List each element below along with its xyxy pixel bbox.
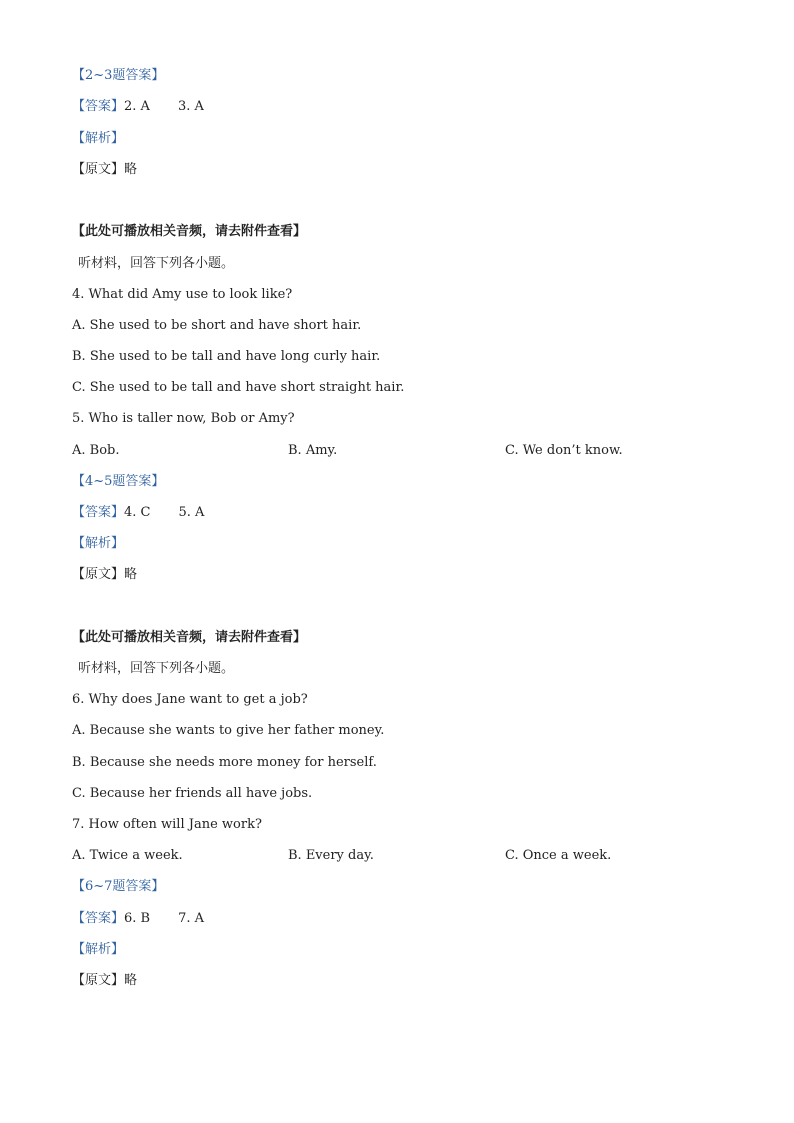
answer-2: 2. A [124, 99, 150, 114]
audio-note-6-7: 【此处可播放相关音频，请去附件查看】 [72, 630, 307, 645]
question-5-option-c: C. We don’t know. [505, 443, 623, 458]
answer-header-4-5: 【4~5题答案】 [72, 474, 165, 489]
answer-label: 【答案】 [72, 505, 125, 520]
question-7-option-b: B. Every day. [288, 848, 374, 863]
answer-4: 4. C [124, 505, 151, 520]
answer-line-6-7 [72, 911, 204, 927]
answer-line-2-3 [72, 99, 204, 115]
question-7-option-c: C. Once a week. [505, 848, 612, 863]
question-6-option-c: C. Because her friends all have jobs. [72, 786, 313, 801]
analysis-label-4-5: 【解析】 [72, 536, 125, 551]
answer-label: 【答案】 [72, 99, 125, 114]
question-4: 4. What did Amy use to look like? [72, 287, 293, 302]
answer-5: 5. A [178, 505, 205, 520]
original-text-2-3: 【原文】略 [72, 162, 138, 177]
answer-3: 3. A [177, 99, 204, 114]
question-4-option-c: C. She used to be tall and have short straight hair. [72, 380, 405, 395]
answer-line-4-5 [72, 505, 204, 521]
question-7-option-a: A. Twice a week. [72, 848, 183, 863]
question-5: 5. Who is taller now, Bob or Amy? [72, 411, 295, 426]
answer-header-2-3: 【2~3题答案】 [72, 68, 165, 83]
audio-note-4-5: 【此处可播放相关音频，请去附件查看】 [72, 224, 307, 239]
analysis-label-6-7: 【解析】 [72, 942, 125, 957]
analysis-label-2-3: 【解析】 [72, 131, 125, 146]
answer-label: 【答案】 [72, 911, 125, 926]
original-text-4-5: 【原文】略 [72, 567, 138, 582]
question-5-option-a: A. Bob. [72, 443, 120, 458]
answer-7: 7. A [178, 911, 205, 926]
question-6-option-a: A. Because she wants to give her father money. [72, 723, 385, 738]
instruction-4-5: 听材料，回答下列各小题。 [78, 256, 235, 271]
instruction-6-7: 听材料，回答下列各小题。 [78, 661, 235, 676]
question-4-option-b: B. She used to be tall and have long curly hair. [72, 349, 381, 364]
original-text-6-7: 【原文】略 [72, 973, 138, 988]
question-5-option-b: B. Amy. [288, 443, 338, 458]
question-6: 6. Why does Jane want to get a job? [72, 692, 308, 707]
question-6-option-b: B. Because she needs more money for herself. [72, 755, 377, 770]
question-7: 7. How often will Jane work? [72, 817, 262, 832]
answer-6: 6. B [124, 911, 151, 926]
question-4-option-a: A. She used to be short and have short hair. [72, 318, 362, 333]
answer-header-6-7: 【6~7题答案】 [72, 879, 165, 894]
